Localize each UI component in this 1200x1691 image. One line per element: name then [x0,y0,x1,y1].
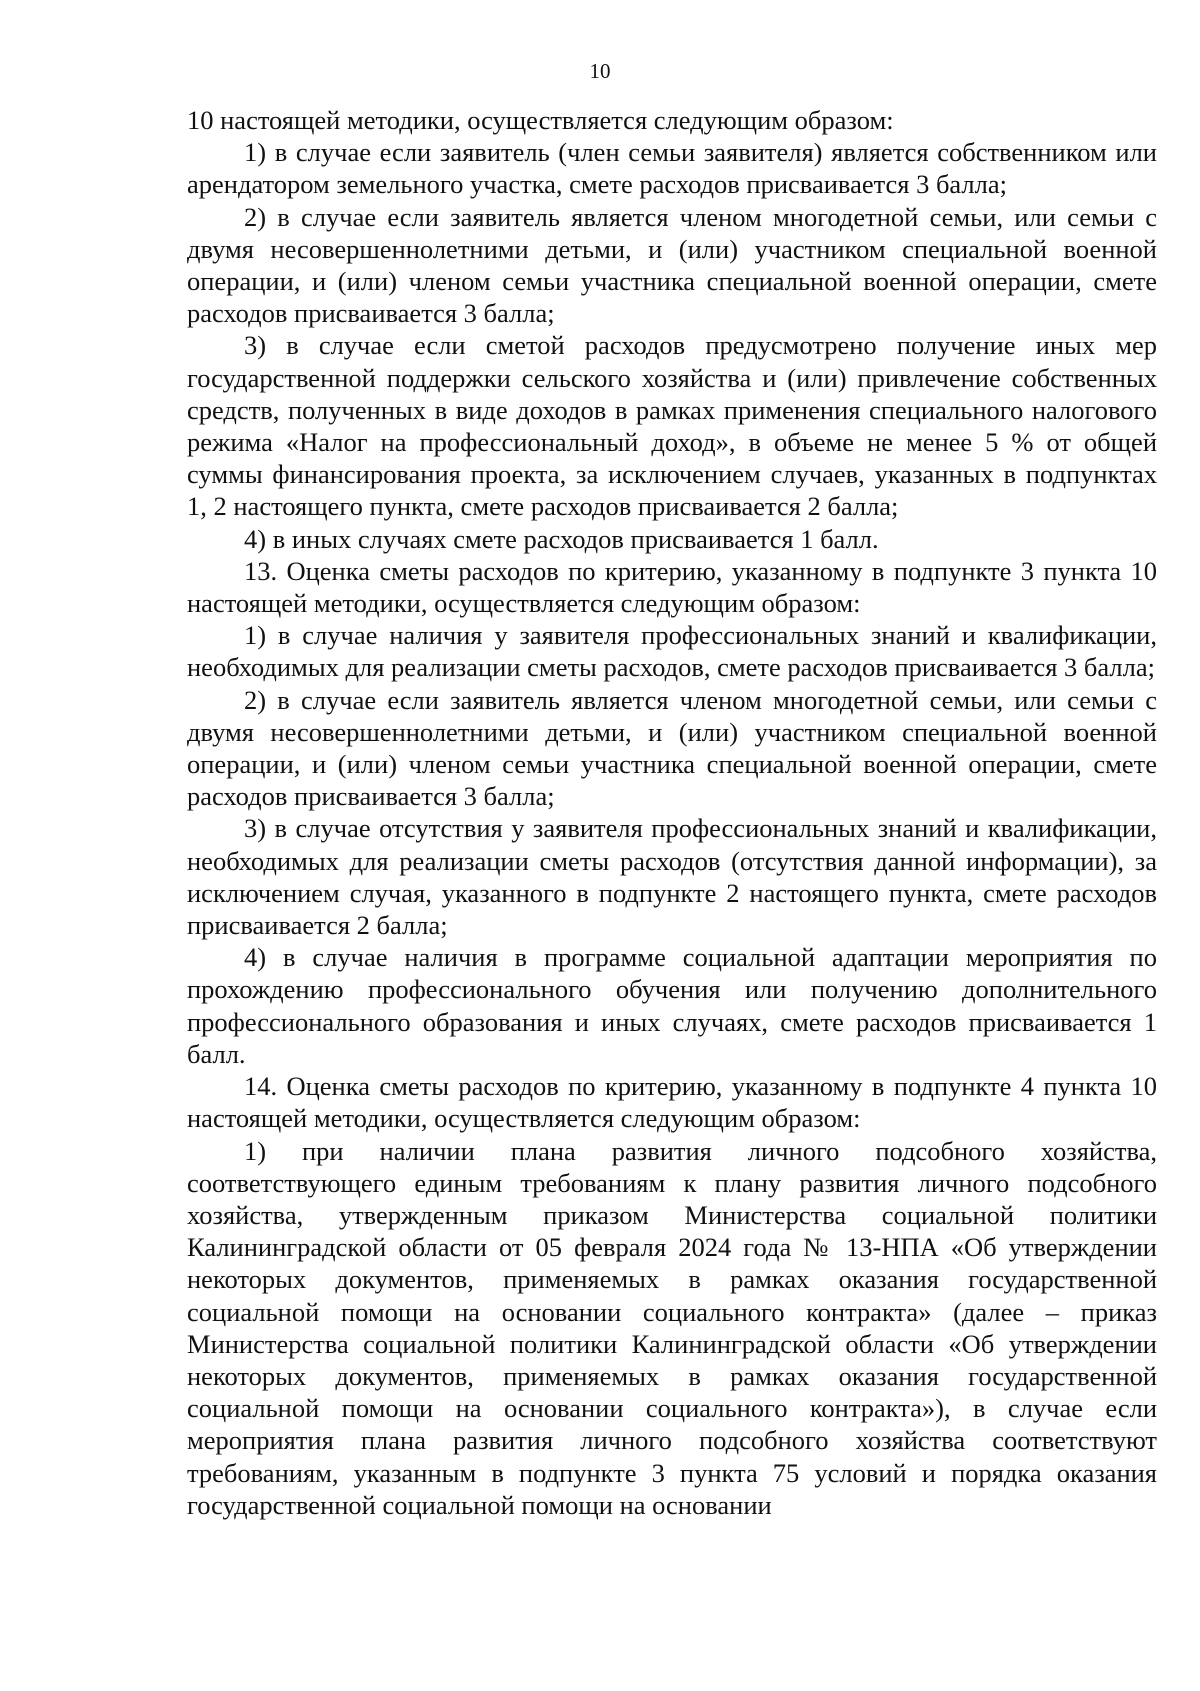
paragraph-12-3: 3) в случае если сметой расходов предусмотрено получение иных мер государственной поддержки сельского хозяйства и (или) привлечение собственных средств, полученных в виде доходов в рамках применения специального налогового режима «Налог на профессиональный доход», в объеме не менее 5 % от общей суммы финансирования проекта, за исключением случаев, указанных в подпунктах 1, 2 настоящего пункта, смете расходов присваивается 2 балла; [187,330,1157,522]
paragraph-13-3: 3) в случае отсутствия у заявителя профессиональных знаний и квалификации, необходимых для реализации сметы расходов (отсутствия данной информации), за исключением случая, указанного в подпункте 2 настоящего пункта, смете расходов присваивается 2 балла; [187,813,1157,941]
paragraph-13: 13. Оценка сметы расходов по критерию, указанному в подпункте 3 пункта 10 настоящей методики, осуществляется следующим образом: [187,555,1157,619]
paragraph-13-4: 4) в случае наличия в программе социальной адаптации мероприятия по прохождению профессионального обучения или получению дополнительного профессионального образования и иных случаях, смете расходов присваивается 1 балл. [187,942,1157,1069]
paragraph-12-4: 4) в иных случаях смете расходов присваивается 1 балл. [244,523,879,554]
paragraph-continuation: 10 настоящей методики, осуществляется следующим образом: [187,105,894,135]
paragraph-13-1: 1) в случае наличия у заявителя профессиональных знаний и квалификации, необходимых для реализации сметы расходов, смете расходов присваивается 3 балла; [187,620,1157,683]
document-body [187,104,1157,1521]
page-number: 10 [589,59,611,83]
paragraph-14-1: 1) при наличии плана развития личного подсобного хозяйства, соответствующего единым требованиям к плану развития личного подсобного хозяйства, утвержденным приказом Министерства социальной политики Калининградской области от 05 февраля 2024 года № 13-НПА «Об утверждении некоторых документов, применяемых в рамках оказания государственной социальной помощи на основании социального контракта» (далее – приказ Министерства социальной политики Калининградской области «Об утверждении некоторых документов, применяемых в рамках оказания государственной социальной помощи на основании социального контракта»), в случае если мероприятия плана развития личного подсобного хозяйства соответствуют требованиям, указанным в подпункте 3 пункта 75 условий и порядка оказания государственной социальной помощи на основании [187,1135,1157,1520]
paragraph-12-2: 2) в случае если заявитель является членом многодетной семьи, или семьи с двумя несовершеннолетними детьми, и (или) участником специальной военной операции, и (или) членом семьи участника специальной военной операции, смете расходов присваивается 3 балла; [187,201,1157,329]
paragraph-13-2: 2) в случае если заявитель является членом многодетной семьи, или семьи с двумя несовершеннолетними детьми, и (или) участником специальной военной операции, и (или) членом семьи участника специальной военной операции, смете расходов присваивается 3 балла; [187,684,1157,812]
paragraph-12-1: 1) в случае если заявитель (член семьи заявителя) является собственником или арендатором земельного участка, смете расходов присваивается 3 балла; [187,137,1157,200]
paragraph-14: 14. Оценка сметы расходов по критерию, указанному в подпункте 4 пункта 10 настоящей методики, осуществляется следующим образом: [187,1071,1157,1134]
